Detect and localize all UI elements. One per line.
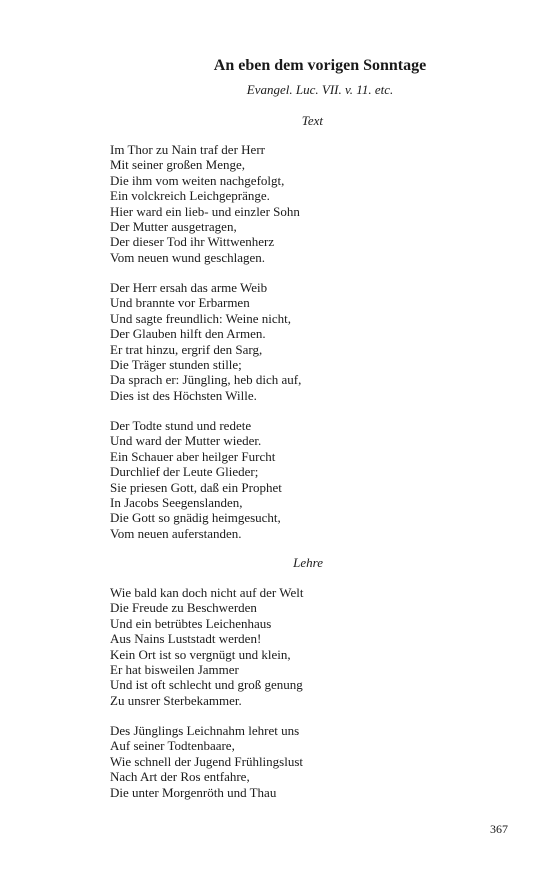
poem-line: Zu unsrer Sterbekammer. bbox=[110, 692, 242, 708]
poem-line: Der Mutter ausgetragen, bbox=[110, 219, 237, 235]
poem-line: Die Gott so gnädig heimgesucht, bbox=[110, 510, 281, 526]
poem-line: Die unter Morgenröth und Thau bbox=[110, 784, 277, 800]
poem-line: Und ein betrübtes Leichenhaus bbox=[110, 615, 272, 631]
poem-line: Vom neuen wund geschlagen. bbox=[110, 249, 266, 265]
poem-line: Und ward der Mutter wieder. bbox=[110, 433, 262, 449]
page-number: 367 bbox=[490, 822, 508, 836]
poem-line: Vom neuen auferstanden. bbox=[110, 525, 242, 541]
stanza bbox=[110, 585, 430, 708]
poem-line: In Jacobs Seegenslanden, bbox=[110, 495, 243, 511]
poem-line: Aus Nains Luststadt werden! bbox=[110, 631, 262, 647]
stanza bbox=[110, 418, 430, 541]
poem-line: Nach Art der Ros entfahre, bbox=[110, 769, 250, 785]
poem-line: Da sprach er: Jüngling, heb dich auf, bbox=[110, 372, 302, 388]
poem-line: Mit seiner großen Menge, bbox=[110, 157, 246, 173]
poem-line: Er trat hinzu, ergrif den Sarg, bbox=[110, 341, 263, 357]
poem-line: Die ihm vom weiten nachgefolgt, bbox=[110, 172, 285, 188]
section-heading-text: Text bbox=[301, 113, 323, 128]
poem-line: Ein volckreich Leichgepränge. bbox=[110, 188, 270, 204]
stanza bbox=[110, 142, 430, 265]
poem-line: Und brannte vor Erbarmen bbox=[110, 295, 250, 311]
stanza bbox=[110, 723, 430, 800]
poem-line: Er hat bisweilen Jammer bbox=[110, 662, 239, 678]
poem-line: Des Jünglings Leichnahm lehret uns bbox=[110, 723, 300, 738]
poem-title: An eben dem vorigen Sonntage bbox=[213, 57, 427, 74]
poem-line: Der Glauben hilft den Armen. bbox=[110, 326, 266, 342]
bible-reference: Evangel. Luc. VII. v. 11. etc. bbox=[246, 82, 394, 97]
poem-line: Kein Ort ist so vergnügt und klein, bbox=[110, 646, 291, 662]
poem-line: Der Herr ersah das arme Weib bbox=[110, 280, 268, 295]
section-heading-lehre: Lehre bbox=[293, 555, 323, 570]
poem-line: Auf seiner Todtenbaare, bbox=[110, 738, 235, 754]
poem-line: Wie bald kan doch nicht auf der Welt bbox=[110, 585, 304, 600]
poem-line: Im Thor zu Nain traf der Herr bbox=[110, 142, 265, 157]
poem-line: Der Todte stund und redete bbox=[110, 418, 252, 433]
stanza bbox=[110, 280, 430, 403]
poem-line: Sie priesen Gott, daß ein Prophet bbox=[110, 479, 282, 495]
poem-line: Die Freude zu Beschwerden bbox=[110, 600, 257, 616]
poem-line: Ein Schauer aber heilger Furcht bbox=[110, 448, 276, 464]
poem-line: Durchlief der Leute Glieder; bbox=[110, 464, 259, 480]
poem-line: Der dieser Tod ihr Wittwenherz bbox=[110, 234, 275, 250]
poem-line: Wie schnell der Jugend Frühlingslust bbox=[110, 753, 304, 769]
poem-line: Und ist oft schlecht und groß genung bbox=[110, 677, 303, 693]
poem-line: Dies ist des Höchsten Wille. bbox=[110, 387, 257, 403]
poem-line: Und sagte freundlich: Weine nicht, bbox=[110, 310, 292, 326]
poem-line: Hier ward ein lieb- und einzler Sohn bbox=[110, 203, 300, 219]
poem-line: Die Träger stunden stille; bbox=[110, 357, 242, 373]
